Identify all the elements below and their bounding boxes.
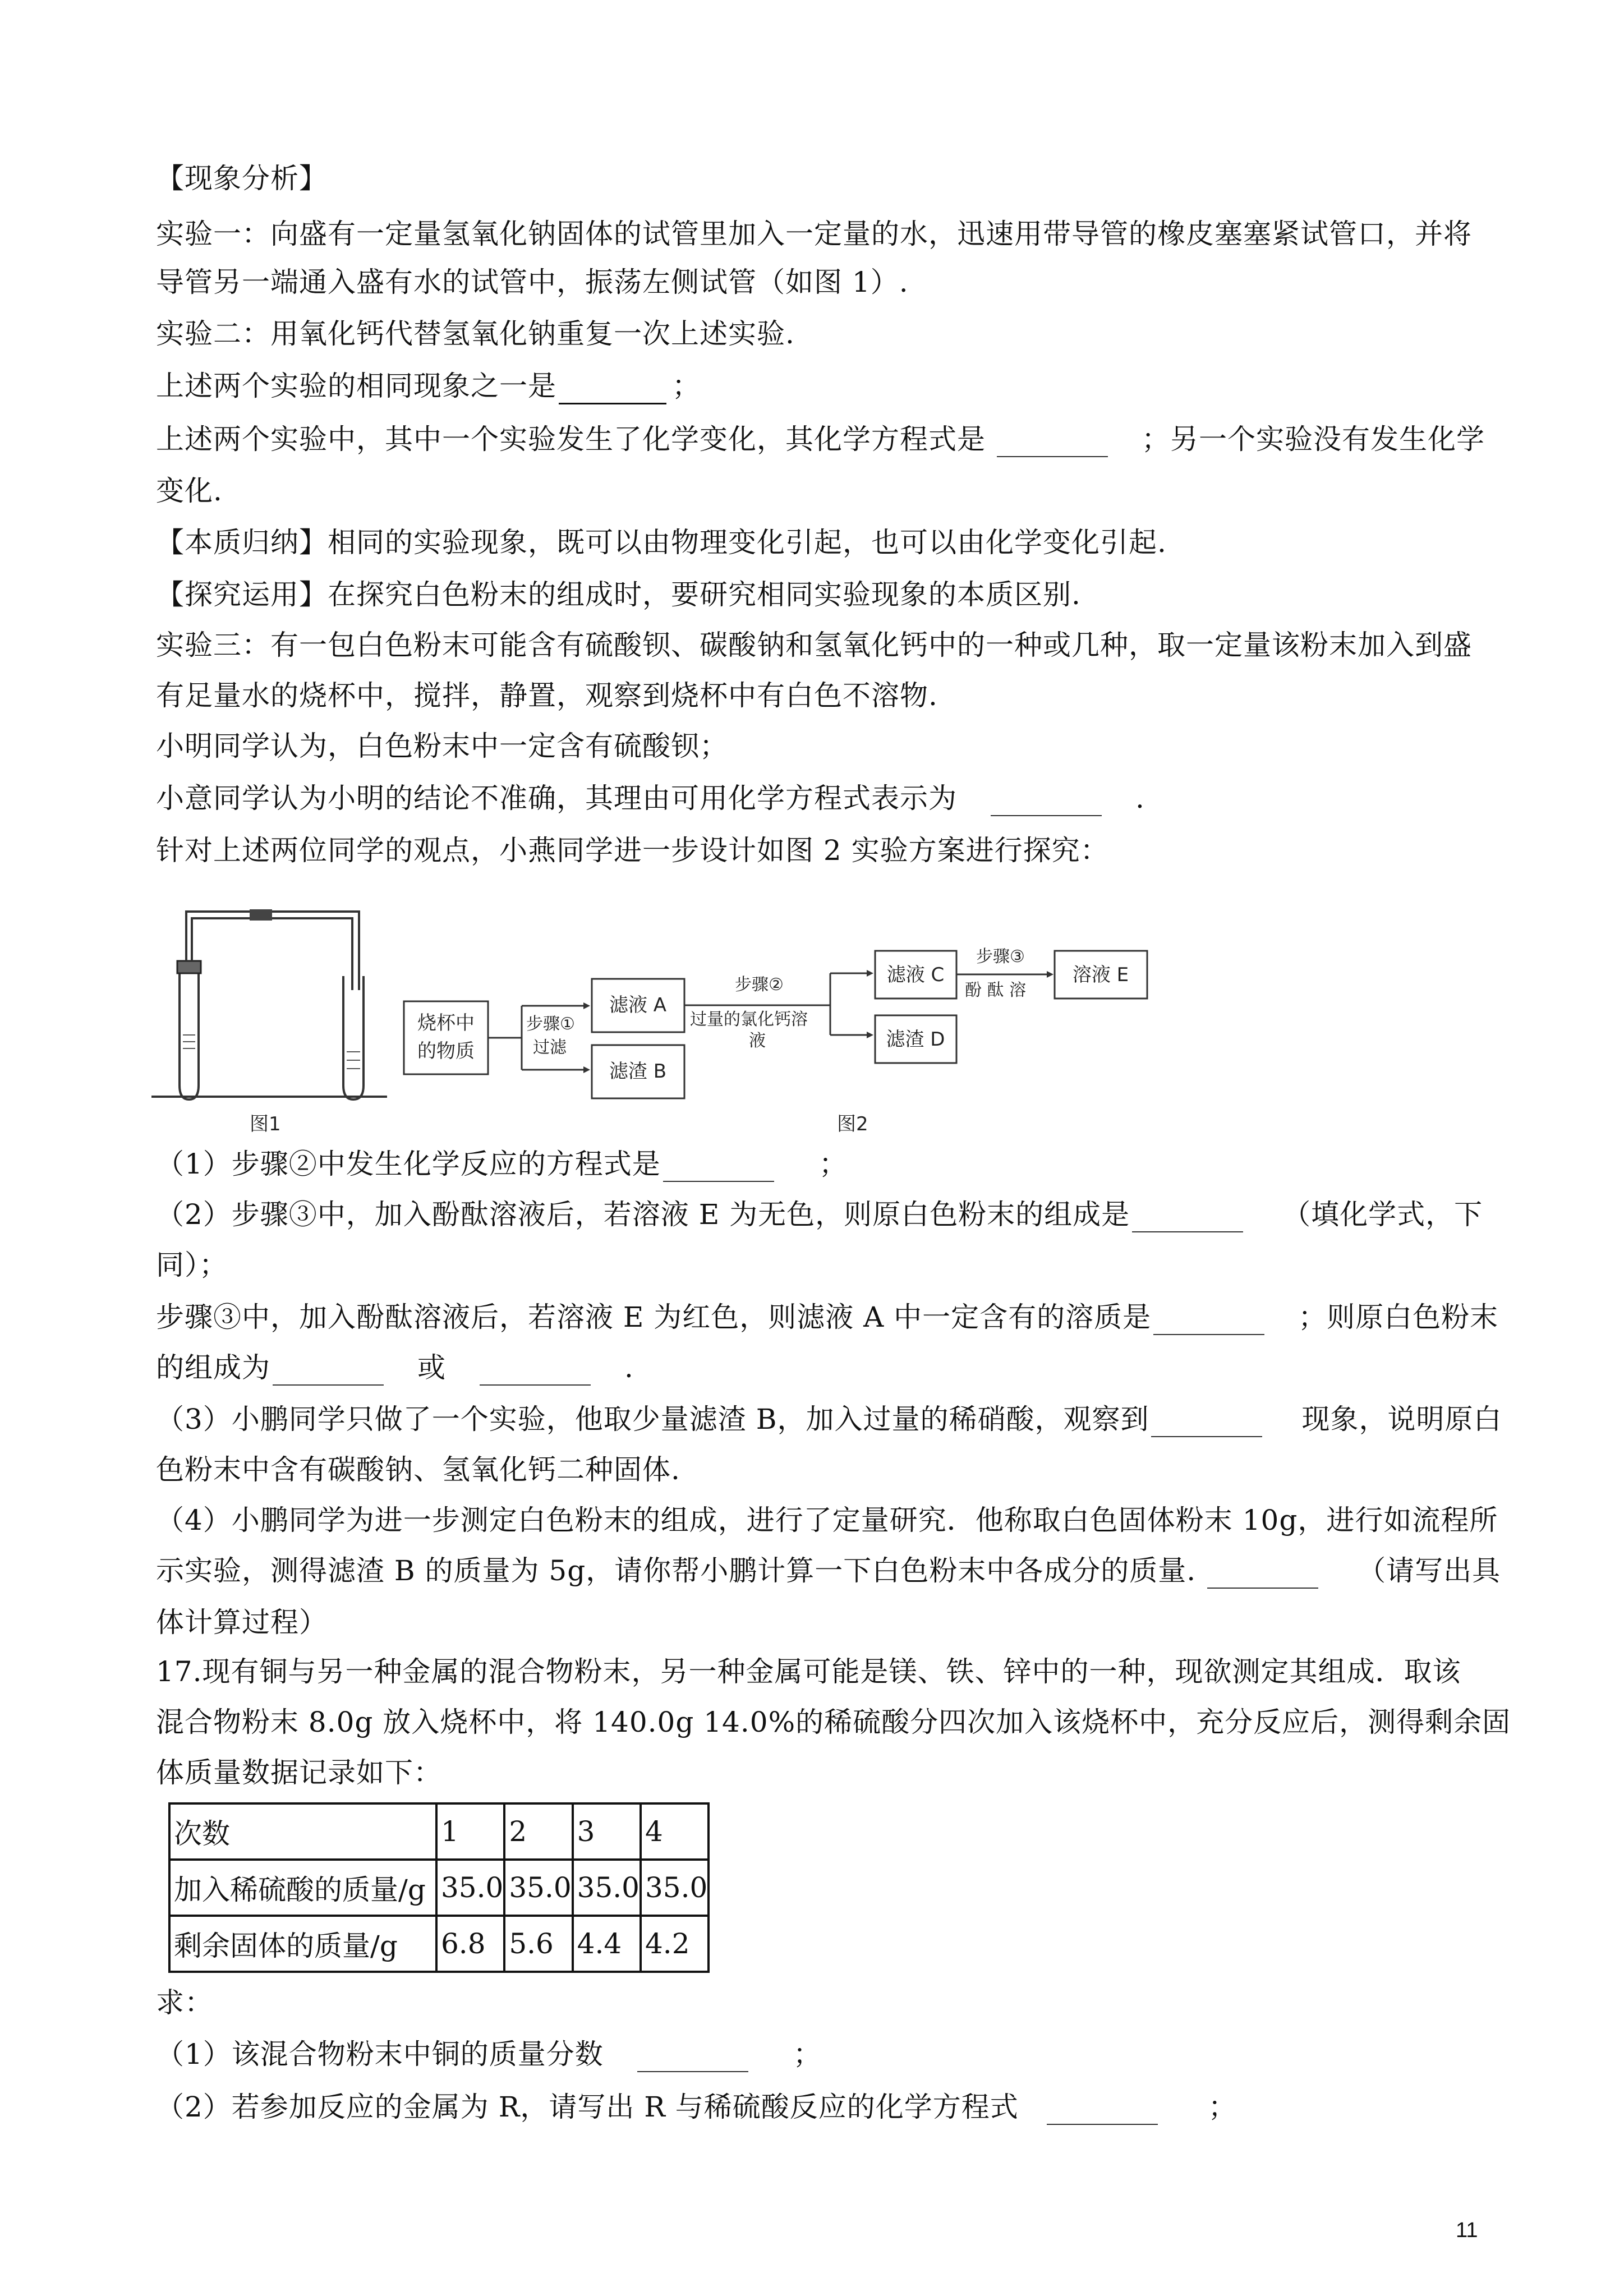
flowchart — [404, 947, 1147, 1098]
question-line: 步骤③中，加入酚酞溶液后，若溶液 E 为红色，则滤液 A 中一定含有的溶质是 ；则原白色粉末 — [156, 1300, 1498, 1335]
table-cell: 4 — [641, 1803, 709, 1860]
question-line: （1）步骤②中发生化学反应的方程式是 ； — [156, 1147, 848, 1182]
paragraph-line: 体计算过程） — [156, 1606, 328, 1639]
data-table — [168, 1802, 710, 1973]
question-line: （2）步骤③中，加入酚酞溶液后，若溶液 E 为无色，则原白色粉末的组成是 （填化学式，下 — [156, 1198, 1483, 1232]
question-line: （1）该混合物粉末中铜的质量分数 ； — [156, 2037, 822, 2072]
table-cell: 3 — [573, 1803, 641, 1860]
svg-text:步骤③: 步骤③ — [976, 947, 1025, 967]
table-cell: 5.6 — [504, 1916, 572, 1972]
paragraph-line: 色粉末中含有碳酸钠、氢氧化钙二种固体. — [156, 1453, 680, 1486]
svg-text:过量的氯化钙溶: 过量的氯化钙溶 — [690, 1010, 808, 1029]
question-line: 小意同学认为小明的结论不准确，其理由可用化学方程式表示为 . — [156, 781, 1145, 816]
table-cell: 35.0 — [504, 1860, 572, 1916]
section-heading-phenomenon: 【现象分析】 — [156, 162, 328, 195]
problem-17-line: 17.现有铜与另一种金属的混合物粉末，另一种金属可能是镁、铁、锌中的一种，现欲测定其组成．取该 — [156, 1655, 1461, 1688]
answer-blank[interactable] — [480, 1351, 591, 1386]
svg-text:滤渣 B: 滤渣 B — [609, 1060, 667, 1083]
paragraph-line: 求： — [156, 1986, 213, 2019]
paragraph-line: （4）小鹏同学为进一步测定白色粉末的组成，进行了定量研究．他称取白色固体粉末 10g，进行如流程所 — [156, 1504, 1498, 1536]
question-line: 上述两个实验的相同现象之一是 ； — [156, 369, 701, 404]
paragraph-line: 实验一：向盛有一定量氢氧化钠固体的试管里加入一定量的水，迅速用带导管的橡皮塞塞紧试管口，并将 — [156, 218, 1472, 250]
table-cell: 加入稀硫酸的质量/g — [169, 1860, 436, 1916]
paragraph-line: 导管另一端通入盛有水的试管中，振荡左侧试管（如图 1）. — [156, 266, 909, 298]
table-cell: 4.4 — [573, 1916, 641, 1972]
question-line: 示实验，测得滤渣 B 的质量为 5g，请你帮小鹏计算一下白色粉末中各成分的质量. （请写出具 — [156, 1554, 1501, 1589]
answer-blank[interactable] — [1047, 2090, 1158, 2125]
paragraph-line: 同）； — [156, 1249, 228, 1281]
svg-text:液: 液 — [749, 1031, 766, 1051]
answer-blank[interactable] — [559, 369, 666, 404]
question-line: （2）若参加反应的金属为 R，请写出 R 与稀硫酸反应的化学方程式 ； — [156, 2090, 1237, 2125]
svg-text:酚 酞 溶: 酚 酞 溶 — [965, 981, 1027, 1000]
svg-text:的物质: 的物质 — [417, 1040, 475, 1062]
svg-text:滤液 A: 滤液 A — [609, 994, 667, 1016]
answer-blank[interactable] — [997, 422, 1108, 457]
svg-text:滤渣 D: 滤渣 D — [886, 1028, 945, 1051]
table-cell: 剩余固体的质量/g — [169, 1916, 436, 1972]
svg-text:滤液 C: 滤液 C — [886, 964, 945, 986]
table-cell: 2 — [504, 1803, 572, 1860]
experiment-figure — [151, 889, 1217, 1147]
paragraph-line: 针对上述两位同学的观点，小燕同学进一步设计如图 2 实验方案进行探究： — [156, 834, 1109, 867]
question-line: （3）小鹏同学只做了一个实验，他取少量滤渣 B，加入过量的稀硝酸，观察到 现象，说明原白 — [156, 1402, 1502, 1437]
paragraph-line: 实验二：用氧化钙代替氢氧化钠重复一次上述实验. — [156, 318, 795, 350]
answer-blank[interactable] — [991, 781, 1102, 816]
table-cell: 次数 — [169, 1803, 436, 1860]
table-cell: 6.8 — [436, 1916, 504, 1972]
paragraph-line: 变化. — [156, 475, 223, 507]
table-cell: 35.0 — [573, 1860, 641, 1916]
answer-blank[interactable] — [1153, 1300, 1264, 1335]
table-cell: 35.0 — [436, 1860, 504, 1916]
question-line: 的组成为 或 . — [156, 1351, 634, 1386]
test-tube-apparatus-icon — [151, 909, 387, 1099]
svg-text:过滤: 过滤 — [533, 1038, 567, 1057]
answer-blank[interactable] — [663, 1147, 774, 1182]
answer-blank[interactable] — [1207, 1554, 1318, 1589]
section-heading-application: 【探究运用】在探究白色粉末的组成时，要研究相同实验现象的本质区别. — [156, 578, 1081, 611]
svg-text:烧杯中: 烧杯中 — [417, 1012, 475, 1034]
figure-2-label: 图2 — [837, 1113, 868, 1135]
section-heading-summary: 【本质归纳】相同的实验现象，既可以由物理变化引起，也可以由化学变化引起. — [156, 526, 1167, 559]
answer-blank[interactable] — [273, 1351, 384, 1386]
answer-blank[interactable] — [637, 2037, 748, 2072]
question-line: 上述两个实验中，其中一个实验发生了化学变化，其化学方程式是 ；另一个实验没有发生化学 — [156, 422, 1485, 457]
table-row — [169, 1803, 709, 1860]
figure-1-label: 图1 — [250, 1113, 281, 1135]
table-row — [169, 1916, 709, 1972]
table-cell: 4.2 — [641, 1916, 709, 1972]
svg-text:步骤②: 步骤② — [735, 975, 784, 995]
problem-17-line: 体质量数据记录如下： — [156, 1756, 442, 1789]
answer-blank[interactable] — [1132, 1198, 1243, 1232]
paragraph-line: 有足量水的烧杯中，搅拌，静置，观察到烧杯中有白色不溶物. — [156, 679, 938, 712]
page-number: 11 — [1456, 2219, 1478, 2242]
table-cell: 1 — [436, 1803, 504, 1860]
problem-17-line: 混合物粉末 8.0g 放入烧杯中，将 140.0g 14.0%的稀硫酸分四次加入该烧杯中，充分反应后，测得剩余固 — [156, 1706, 1511, 1738]
table-cell: 35.0 — [641, 1860, 709, 1916]
paragraph-line: 实验三：有一包白色粉末可能含有硫酸钡、碳酸钠和氢氧化钙中的一种或几种，取一定量该粉末加入到盛 — [156, 629, 1472, 661]
answer-blank[interactable] — [1151, 1402, 1262, 1437]
paragraph-line: 小明同学认为，白色粉末中一定含有硫酸钡； — [156, 730, 728, 762]
svg-text:步骤①: 步骤① — [526, 1014, 575, 1034]
svg-text:溶液 E: 溶液 E — [1072, 964, 1129, 986]
table-row — [169, 1860, 709, 1916]
